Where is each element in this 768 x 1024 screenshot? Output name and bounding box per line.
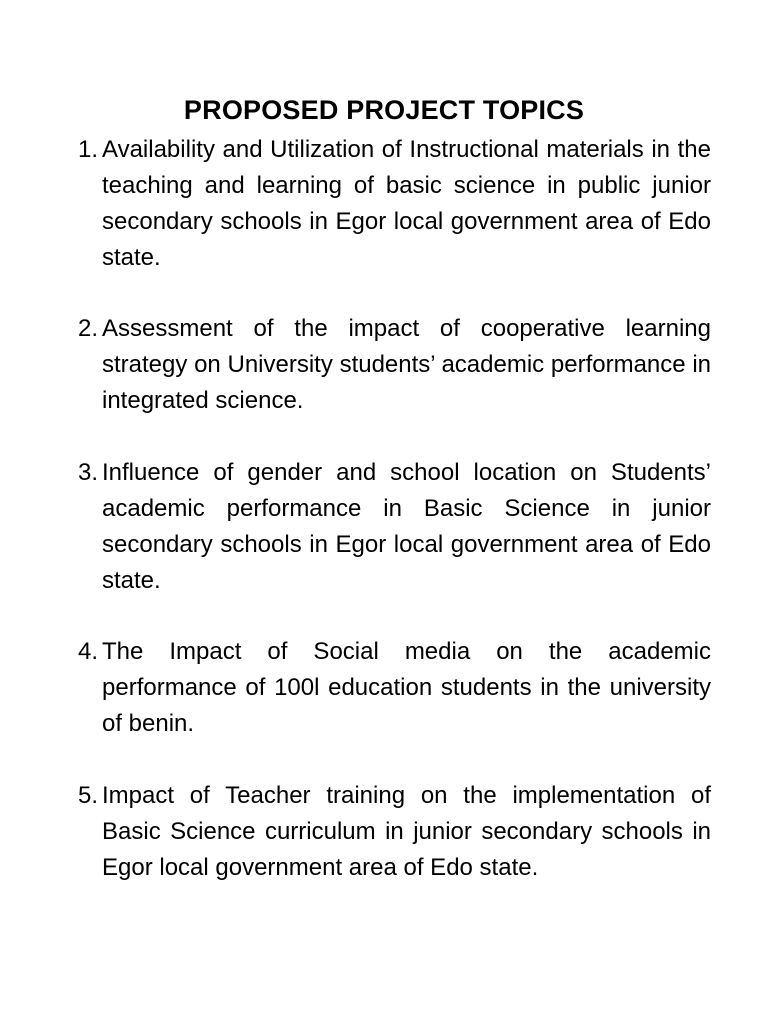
topic-text: Assessment of the impact of cooperative learning strategy on University students’ academic performance in integrated science.: [102, 315, 711, 414]
topic-item-3: [78, 455, 711, 599]
topic-item-4: [78, 634, 711, 742]
document-title: [0, 92, 768, 128]
topic-number: 1.: [78, 136, 99, 163]
topic-text: The Impact of Social media on the academic performance of 100l education students in the university of benin.: [102, 638, 711, 737]
topic-number: 3.: [78, 459, 99, 486]
topic-number: 5.: [78, 782, 99, 809]
topic-text: Influence of gender and school location on Students’ academic performance in Basic Science in junior secondary schools in Egor local government area of Edo state.: [102, 459, 711, 594]
topic-text: Availability and Utilization of Instructional materials in the teaching and learning of basic science in public junior secondary schools in Egor local government area of Edo state.: [102, 136, 711, 271]
topic-item-2: [78, 311, 711, 419]
topic-item-5: [78, 778, 711, 886]
topic-text: Impact of Teacher training on the implementation of Basic Science curriculum in junior secondary schools in Egor local government area of Edo state.: [102, 782, 711, 881]
topic-item-1: [78, 132, 711, 276]
document-title-text: PROPOSED PROJECT TOPICS: [183, 95, 585, 125]
topic-number: 4.: [78, 638, 99, 665]
topic-number: 2.: [78, 315, 99, 342]
